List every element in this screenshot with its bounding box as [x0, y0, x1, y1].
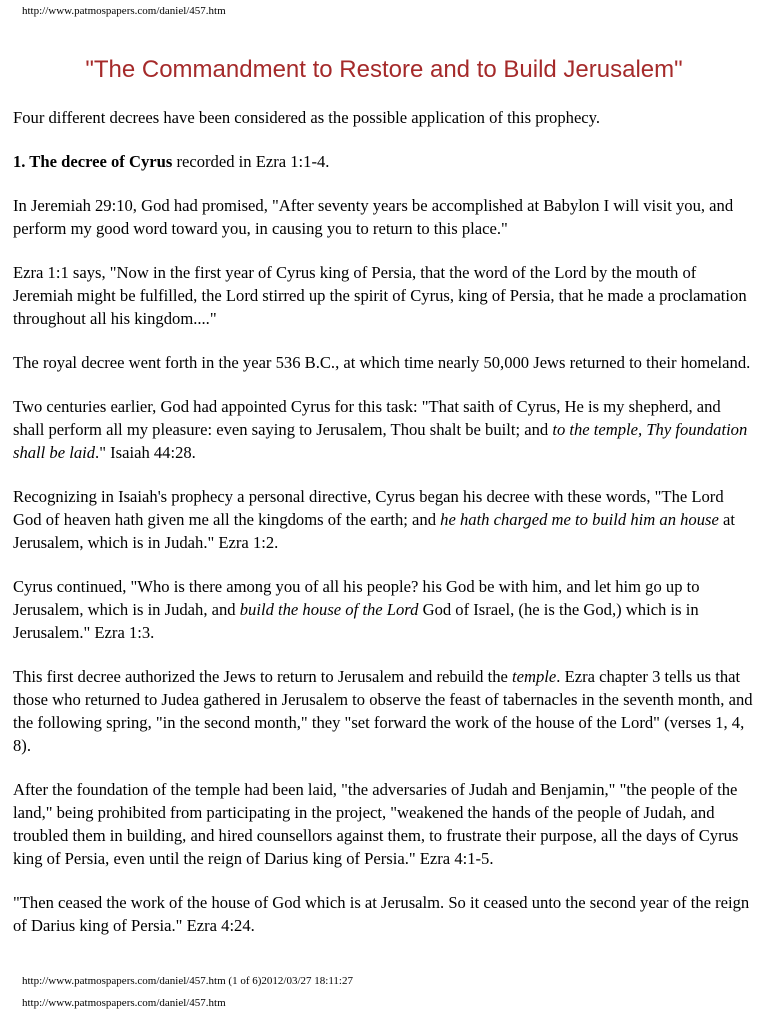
paragraph-ceased: "Then ceased the work of the house of God which is at Jerusalm. So it ceased unto the second year of the reign of Darius king of Persia." Ezra 4:24.: [13, 893, 750, 935]
text-span: Cyrus continued, "Who is there among you of all his people? his God be with him, and let him go up to Jerusalem, which is in Judah, and: [13, 577, 700, 619]
next-page-header-url: http://www.patmospapers.com/daniel/457.htm: [22, 997, 226, 1009]
text-span: God of Israel, (he is the God,) which is in Jerusalem." Ezra 1:3.: [13, 600, 699, 642]
italic-span: build the house of the Lord: [239, 600, 419, 619]
decree-heading-bold: 1. The decree of Cyrus: [13, 152, 173, 171]
italic-span: temple: [512, 667, 557, 686]
paragraph-cyrus-directive: [13, 485, 755, 554]
decree-heading-rest: recorded in Ezra 1:1-4.: [172, 152, 330, 171]
text-span: . Ezra chapter 3 tells us that those who returned to Judea gathered in Jerusalem to observe the feast of tabernacles in the seventh month, and the following spring, "in the second month," they "set forward the work of the house of the Lord" (verses 1, 4, 8).: [13, 667, 753, 755]
paragraph-jeremiah: In Jeremiah 29:10, God had promised, "After seventy years be accomplished at Babylon I will visit you, and perform my good word toward you, in causing you to return to this place.": [13, 196, 734, 238]
text-span: ." Isaiah 44:28.: [95, 443, 196, 462]
paragraph-first-decree: [13, 665, 755, 757]
text-span: Recognizing in Isaiah's prophecy a personal directive, Cyrus began his decree with these words, "The Lord God of heaven hath given me all the kingdoms of the earth; and: [13, 487, 724, 529]
italic-span: to the temple, Thy foundation shall be laid: [13, 420, 748, 462]
page-title: "The Commandment to Restore and to Build Jerusalem": [85, 56, 683, 83]
article-body: [13, 106, 755, 958]
text-span: at Jerusalem, which is in Judah." Ezra 1:2.: [13, 510, 735, 552]
paragraph-cyrus-continued: [13, 575, 755, 644]
page-footer-url: http://www.patmospapers.com/daniel/457.htm (1 of 6)2012/03/27 18:11:27: [22, 975, 353, 987]
paragraph-intro: Four different decrees have been considered as the possible application of this prophecy.: [13, 108, 601, 127]
text-span: Two centuries earlier, God had appointed Cyrus for this task: "That saith of Cyrus, He is my shepherd, and shall perform all my pleasure: even saying to Jerusalem, Thou shalt be built; and: [13, 397, 721, 439]
paragraph-isaiah: [13, 395, 755, 464]
paragraph-adversaries: After the foundation of the temple had been laid, "the adversaries of Judah and Benjamin," "the people of the land," being prohibited from participating in the project, "weakened the hands of the people of Judah, and troubled them in building, and hired counsellors against them, to frustrate their purpose, all the days of Cyrus king of Persia, even until the reign of Darius king of Persia." Ezra 4:1-5.: [13, 780, 739, 868]
paragraph-decree-heading: [13, 150, 755, 173]
text-span: This first decree authorized the Jews to return to Jerusalem and rebuild the: [13, 667, 513, 686]
paragraph-royal-decree: The royal decree went forth in the year 536 B.C., at which time nearly 50,000 Jews returned to their homeland.: [13, 353, 751, 372]
paragraph-ezra-1-1: Ezra 1:1 says, "Now in the first year of Cyrus king of Persia, that the word of the Lord by the mouth of Jeremiah might be fulfilled, the Lord stirred up the spirit of Cyrus, king of Persia, that he made a proclamation throughout all his kingdom....": [13, 263, 747, 328]
italic-span: he hath charged me to build him an house: [440, 510, 719, 529]
page-header-url: http://www.patmospapers.com/daniel/457.htm: [22, 5, 226, 17]
